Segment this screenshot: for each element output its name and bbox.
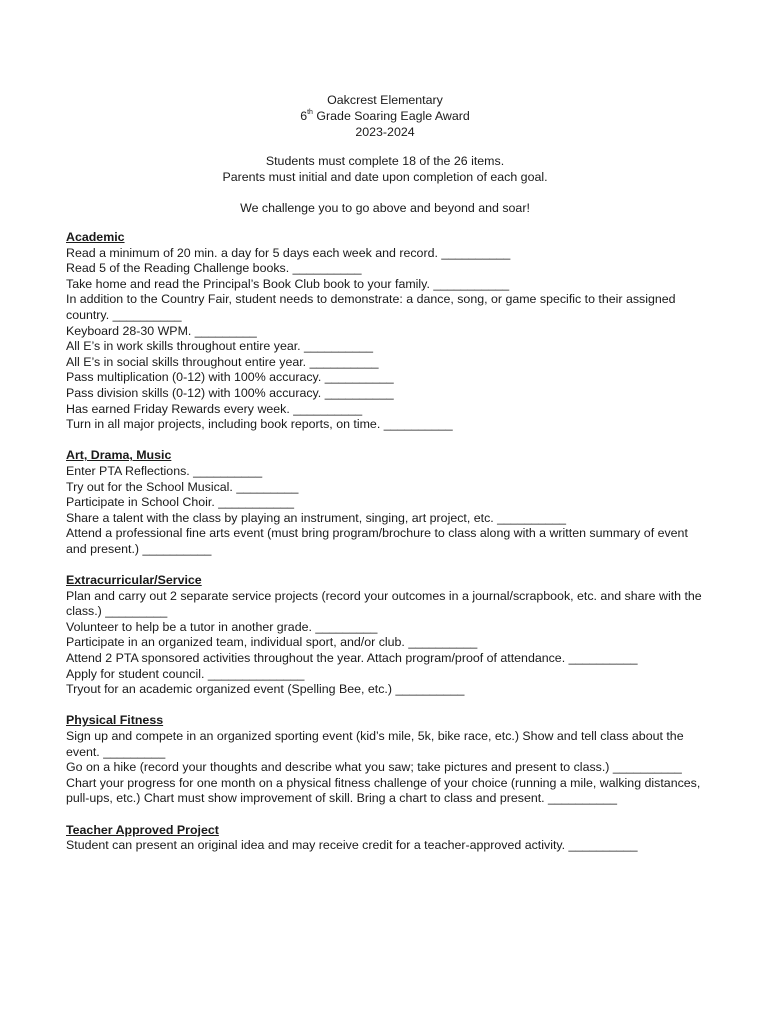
list-item: Participate in an organized team, individual sport, and/or club. __________ bbox=[66, 635, 478, 650]
list-item: Plan and carry out 2 separate service projects (record your outcomes in a journal/scrapbook, etc. and share with the class.) _________ bbox=[66, 588, 702, 619]
list-item: Chart your progress for one month on a physical fitness challenge of your choice (running a mile, walking distances, pull-ups, etc.) Chart must show improvement of skill. Bring a chart to class and present. __________ bbox=[66, 775, 701, 806]
goal-sections bbox=[66, 230, 706, 854]
document-header bbox=[0, 93, 770, 140]
spacer bbox=[66, 557, 706, 573]
section-teacher-approved bbox=[66, 823, 706, 854]
challenge-statement: We challenge you to go above and beyond and soar! bbox=[240, 201, 530, 215]
list-item: Share a talent with the class by playing an instrument, singing, art project, etc. __________ bbox=[66, 510, 567, 525]
section-title: Art, Drama, Music bbox=[66, 448, 172, 463]
spacer bbox=[66, 433, 706, 449]
list-item: Has earned Friday Rewards every week. __________ bbox=[66, 401, 363, 416]
list-item: Turn in all major projects, including book reports, on time. __________ bbox=[66, 417, 453, 432]
instruction-requirement: Students must complete 18 of the 26 items. bbox=[265, 154, 505, 168]
section-academic bbox=[66, 230, 706, 433]
section-extracurricular bbox=[66, 573, 706, 698]
list-item: Participate in School Choir. ___________ bbox=[66, 495, 295, 510]
list-item: All E’s in social skills throughout entire year. __________ bbox=[66, 354, 379, 369]
list-item: Attend a professional fine arts event (must bring program/brochure to class along with a written summary of event and present.) __________ bbox=[66, 526, 688, 556]
list-item: In addition to the Country Fair, student needs to demonstrate: a dance, song, or game specific to their assigned country. __________ bbox=[66, 292, 676, 322]
instructions bbox=[0, 154, 770, 186]
list-item: Apply for student council. ______________ bbox=[66, 666, 305, 681]
list-item: All E’s in work skills throughout entire year. __________ bbox=[66, 339, 373, 354]
section-title: Teacher Approved Project bbox=[66, 822, 219, 837]
spacer bbox=[66, 807, 706, 823]
list-item: Pass division skills (0-12) with 100% accuracy. __________ bbox=[66, 385, 394, 400]
section-physical-fitness bbox=[66, 713, 706, 807]
list-item: Take home and read the Principal’s Book Club book to your family. ___________ bbox=[66, 276, 510, 291]
list-item: Go on a hike (record your thoughts and describe what you saw; take pictures and present to class.) __________ bbox=[66, 760, 682, 775]
award-title bbox=[0, 109, 770, 125]
instruction-parents: Parents must initial and date upon completion of each goal. bbox=[222, 169, 548, 184]
list-item: Volunteer to help be a tutor in another grade. _________ bbox=[66, 619, 378, 634]
list-item: Read a minimum of 20 min. a day for 5 days each week and record. __________ bbox=[66, 245, 511, 260]
section-title: Extracurricular/Service bbox=[66, 573, 202, 588]
list-item: Try out for the School Musical. _________ bbox=[66, 479, 299, 494]
list-item: Read 5 of the Reading Challenge books. __________ bbox=[66, 261, 362, 276]
section-title: Physical Fitness bbox=[66, 713, 164, 728]
grade-number: 6 bbox=[300, 108, 308, 123]
list-item: Enter PTA Reflections. __________ bbox=[66, 463, 263, 478]
list-item: Tryout for an academic organized event (Spelling Bee, etc.) __________ bbox=[66, 682, 465, 697]
award-name: Grade Soaring Eagle Award bbox=[312, 108, 470, 123]
list-item: Keyboard 28-30 WPM. _________ bbox=[66, 323, 257, 338]
list-item: Sign up and compete in an organized sporting event (kid’s mile, 5k, bike race, etc.) Show and tell class about the event. _________ bbox=[66, 729, 684, 759]
section-art-drama-music bbox=[66, 448, 706, 557]
list-item: Attend 2 PTA sponsored activities throughout the year. Attach program/proof of attendance. __________ bbox=[66, 651, 638, 666]
school-year: 2023-2024 bbox=[355, 124, 415, 139]
school-name: Oakcrest Elementary bbox=[327, 93, 443, 107]
spacer bbox=[66, 698, 706, 714]
list-item: Pass multiplication (0-12) with 100% accuracy. __________ bbox=[66, 370, 394, 385]
section-title: Academic bbox=[66, 230, 125, 244]
list-item: Student can present an original idea and may receive credit for a teacher-approved activity. __________ bbox=[66, 838, 638, 853]
grade-suffix: th bbox=[307, 108, 313, 116]
